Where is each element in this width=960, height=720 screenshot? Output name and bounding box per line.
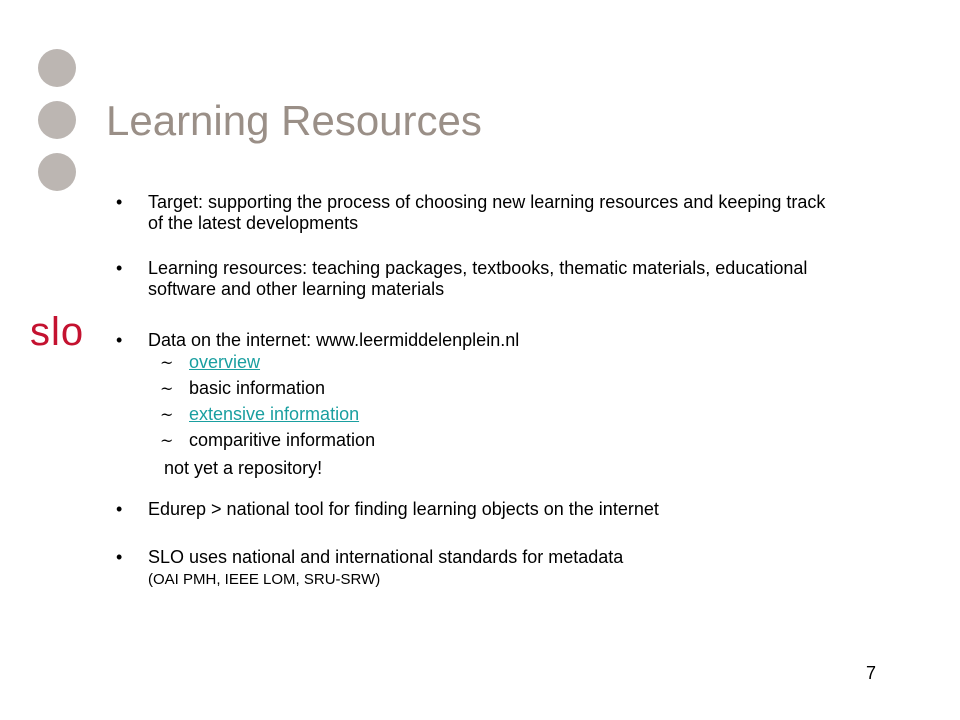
- tilde-mark: ~: [160, 431, 174, 450]
- extensive-information-link[interactable]: extensive information: [189, 404, 360, 424]
- bullet-mark: •: [116, 330, 123, 350]
- slo-logo: slo: [30, 310, 85, 354]
- tilde-mark: ~: [160, 405, 174, 424]
- decor-dot-3: [38, 153, 76, 191]
- overview-link[interactable]: overview: [189, 352, 261, 372]
- bullet-mark: •: [116, 258, 123, 278]
- tilde-mark: ~: [160, 379, 174, 398]
- page-number: 7: [866, 663, 877, 683]
- bullet-text: Learning resources: teaching packages, textbooks, thematic materials, educational software and other learning materials: [148, 258, 808, 299]
- decor-dot-1: [38, 49, 76, 87]
- slide-title: Learning Resources: [106, 97, 482, 144]
- bullet-text: [148, 547, 838, 590]
- decor-dot-2: [38, 101, 76, 139]
- standards-list-text: (OAI PMH, IEEE LOM, SRU-SRW): [148, 571, 381, 588]
- basic-information-text: basic information: [189, 378, 326, 398]
- tilde-mark: ~: [160, 353, 174, 372]
- bullet-mark: •: [116, 192, 123, 212]
- bullet-text: Data on the internet: www.leermiddelenplein.nl: [148, 330, 520, 350]
- repository-note: not yet a repository!: [164, 458, 323, 478]
- comparitive-information-text: comparitive information: [189, 430, 376, 450]
- bullet-mark: •: [116, 547, 123, 567]
- bullet-text: Target: supporting the process of choosing new learning resources and keeping track of the latest developments: [148, 192, 826, 233]
- bullet-main-text: SLO uses national and international standards for metadata: [148, 547, 624, 567]
- bullet-text: Edurep > national tool for finding learning objects on the internet: [148, 499, 659, 519]
- bullet-mark: •: [116, 499, 123, 519]
